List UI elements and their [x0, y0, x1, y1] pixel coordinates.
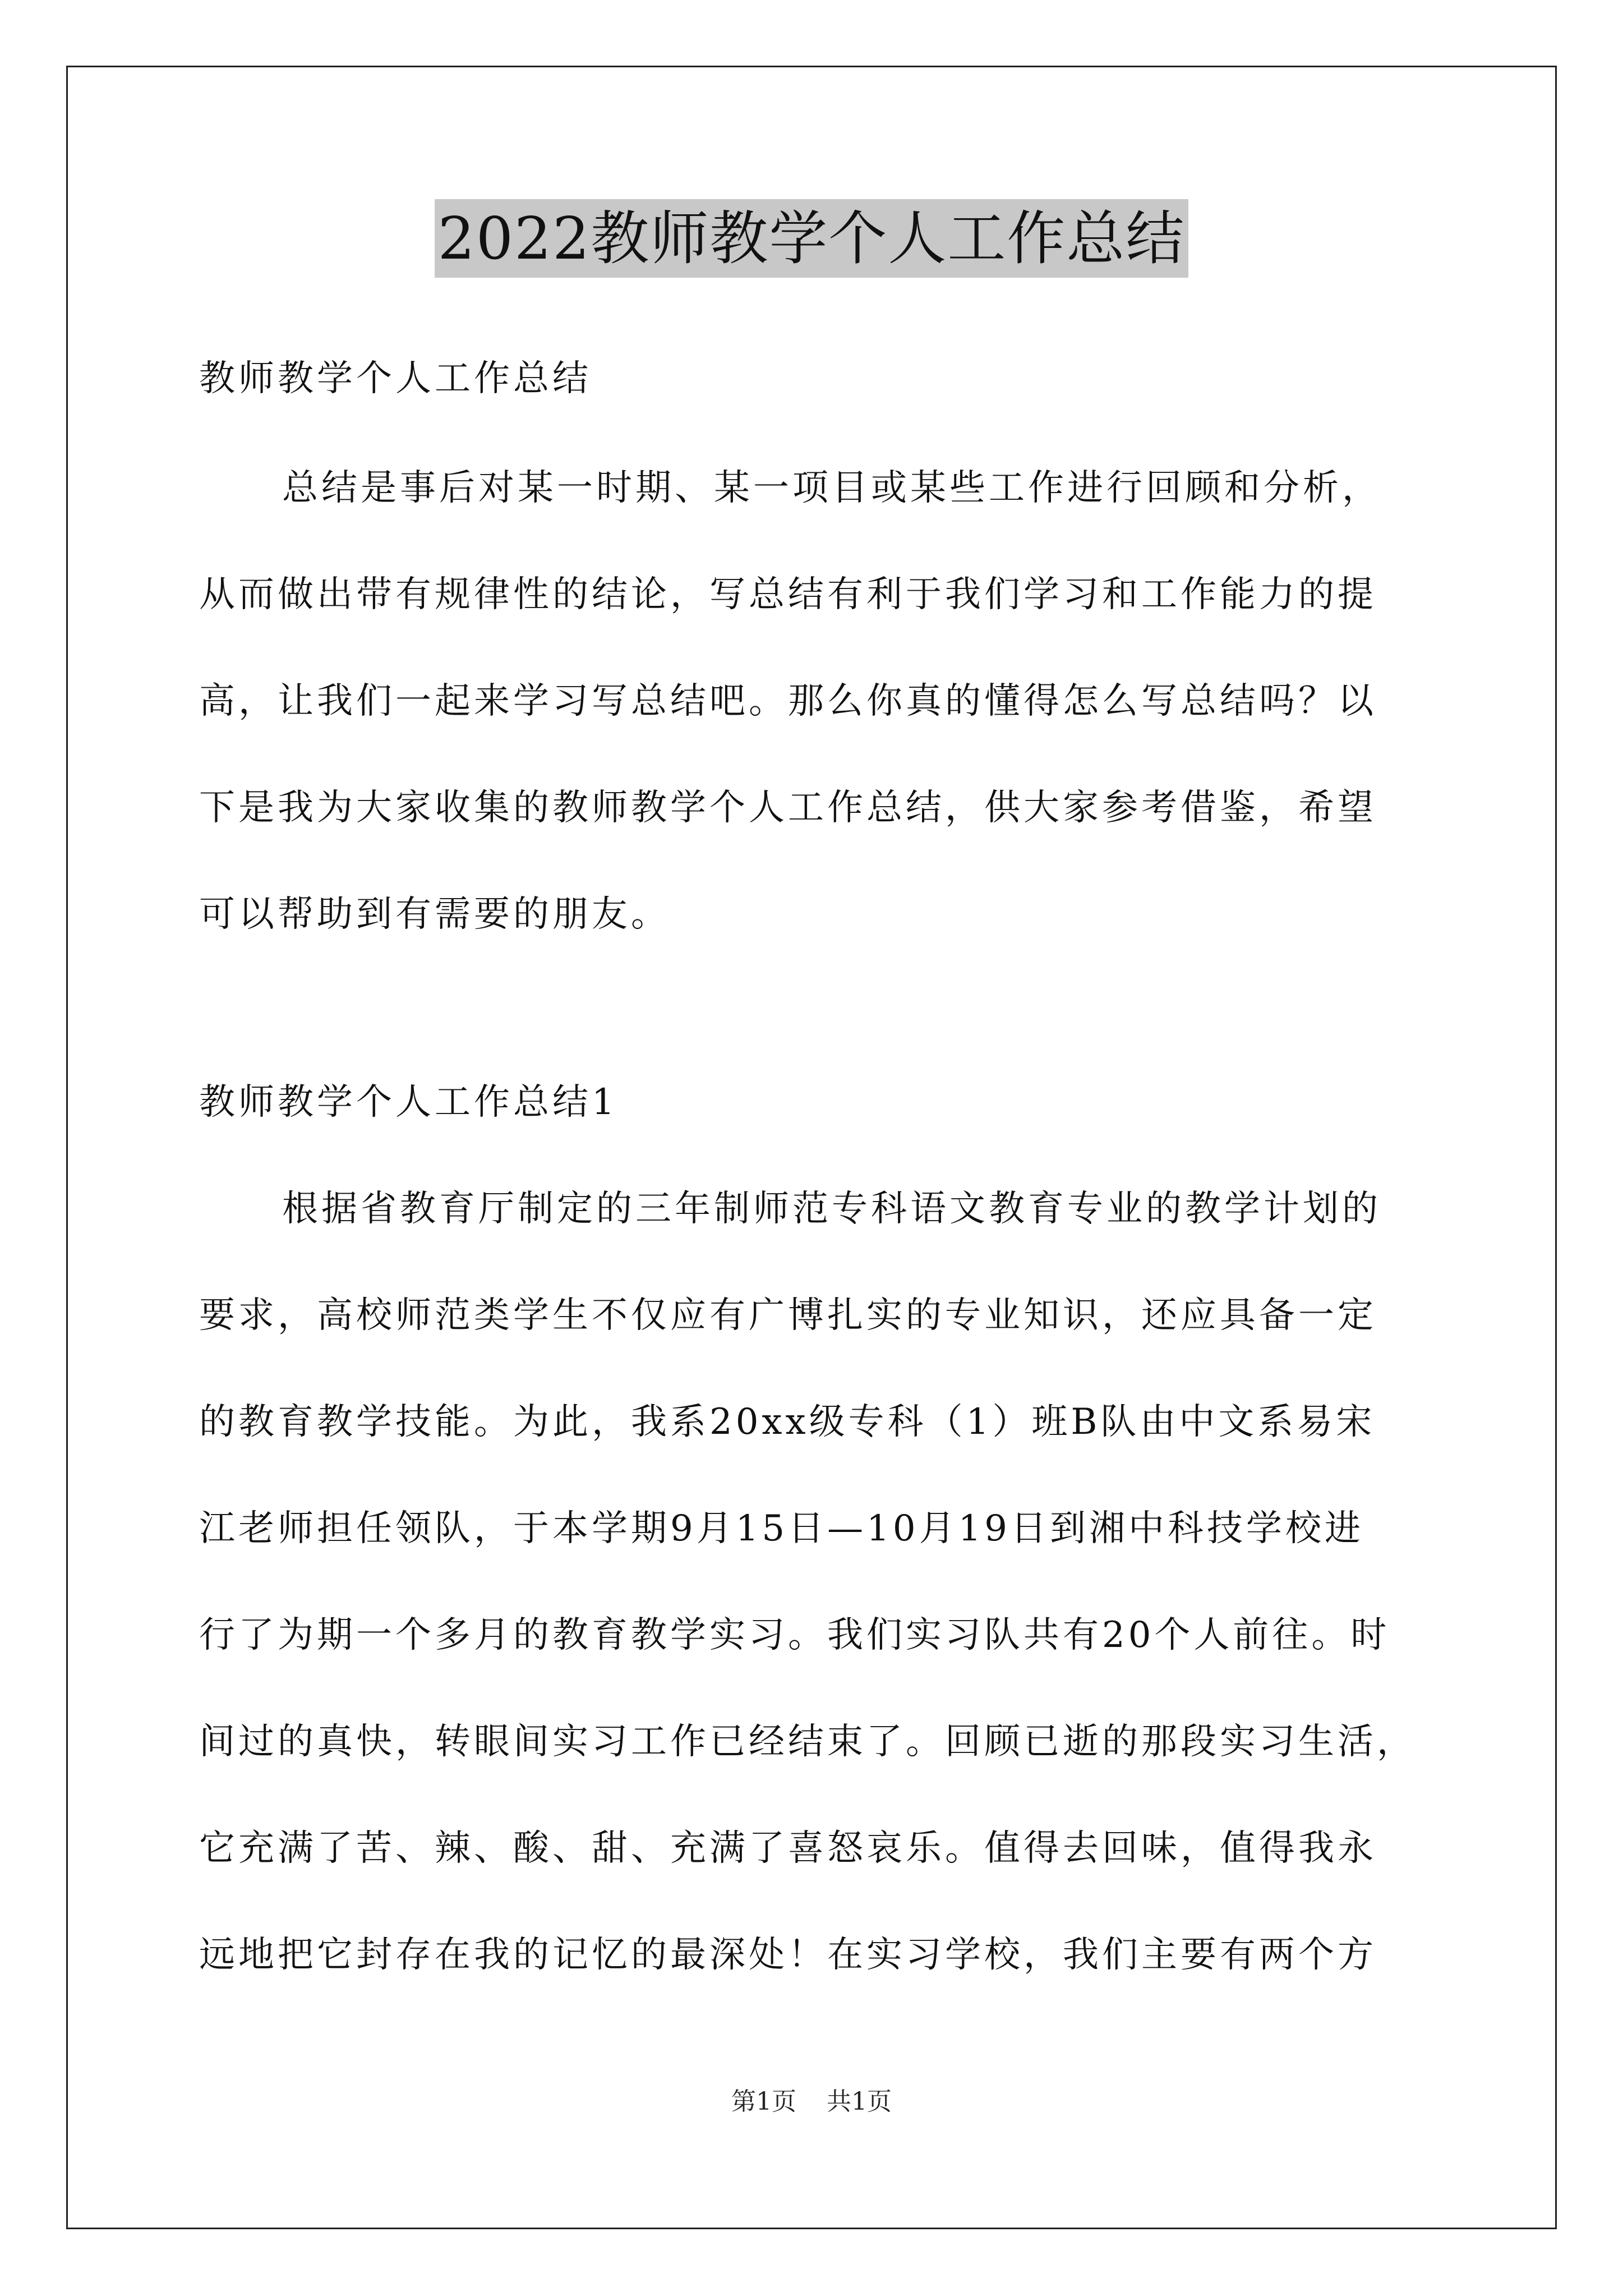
page-total: 共1页 [827, 2087, 892, 2116]
section1-paragraph-line: 根据省教育厅制定的三年制师范专科语文教育专业的教学计划的 [282, 1188, 1381, 1230]
intro-paragraph-line: 总结是事后对某一时期、某一项目或某些工作进行回顾和分析， [282, 467, 1381, 509]
section1-paragraph-line: 远地把它封存在我的记忆的最深处！在实习学校，我们主要有两个方 [199, 1934, 1377, 1976]
section1-paragraph-line: 江老师担任领队，于本学期9月15日—10月19日到湘中科技学校进 [199, 1508, 1364, 1549]
intro-paragraph-line: 下是我为大家收集的教师教学个人工作总结，供大家参考借鉴，希望 [199, 787, 1377, 829]
section1-paragraph-line: 的教育教学技能。为此，我系20xx级专科（1）班B队由中文系易宋 [199, 1401, 1376, 1443]
document-title: 2022教师教学个人工作总结 [435, 199, 1189, 278]
section1-paragraph-line: 行了为期一个多月的教育教学实习。我们实习队共有20个人前往。时 [199, 1614, 1390, 1656]
intro-paragraph-line: 从而做出带有规律性的结论，写总结有利于我们学习和工作能力的提 [199, 574, 1377, 615]
section1-paragraph-line: 要求，高校师范类学生不仅应有广博扎实的专业知识，还应具备一定 [199, 1295, 1377, 1336]
page-number: 第1页 [731, 2087, 796, 2116]
section1-paragraph-line: 间过的真快，转眼间实习工作已经结束了。回顾已逝的那段实习生活， [199, 1721, 1416, 1763]
intro-paragraph-line: 高，让我们一起来学习写总结吧。那么你真的懂得怎么写总结吗？以 [199, 680, 1377, 722]
section1-heading: 教师教学个人工作总结1 [199, 1082, 618, 1123]
intro-heading: 教师教学个人工作总结 [199, 358, 592, 399]
title-container [0, 199, 1623, 278]
intro-paragraph-line: 可以帮助到有需要的朋友。 [199, 894, 670, 935]
section1-paragraph-line: 它充满了苦、辣、酸、甜、充满了喜怒哀乐。值得去回味，值得我永 [199, 1828, 1377, 1869]
page-footer [0, 2081, 1623, 2117]
